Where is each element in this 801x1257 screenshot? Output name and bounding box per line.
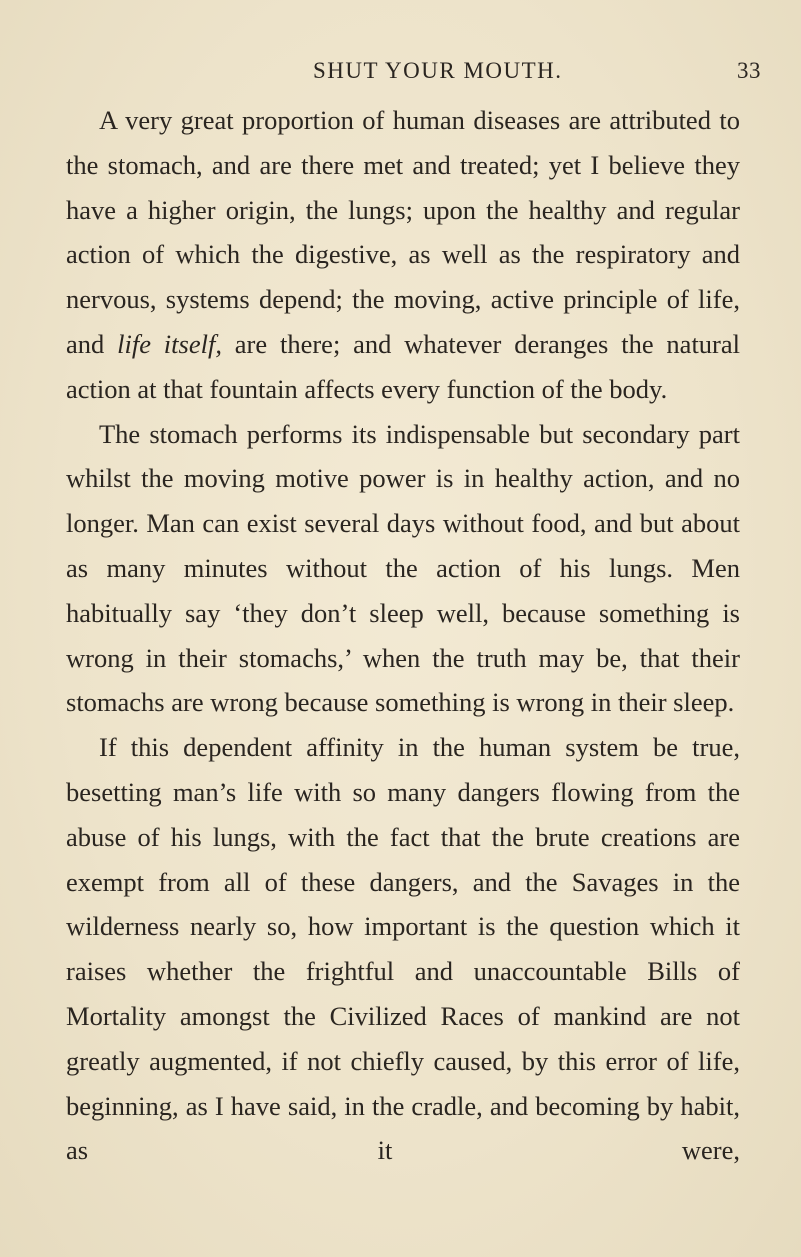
paragraph-2: The stomach performs its indispensable but secondary part whilst the moving motive power is in healthy action, and no longer. Man can exist several days without food, and but about as many minutes without the action of his lungs. Men habitually say ‘they don’t sleep well, because something is wrong in their stomachs,’ when the truth may be, that their stomachs are wrong because something is wrong in their sleep. bbox=[66, 418, 740, 718]
paragraph-1 bbox=[66, 98, 740, 412]
body-text bbox=[66, 98, 740, 1173]
page-number: 33 bbox=[737, 58, 761, 83]
paragraph-1-text-end: are there; and whatever deranges the natural action at that fountain affects every function of the body. bbox=[66, 328, 741, 404]
running-head bbox=[313, 58, 761, 88]
paragraph-1-text-start: A very great proportion of human diseases are attributed to the stomach, and are there met and treated; yet I believe they have a higher origin, the lungs; upon the healthy and regular action of which the digestive, as well as the respiratory and nervous, systems depend; the moving, active principle of life, and bbox=[66, 105, 740, 359]
paragraph-3: If this dependent affinity in the human system be true, besetting man’s life with so many dangers flowing from the abuse of his lungs, with the fact that the brute creations are exempt from all of these dangers, and the Savages in the wilderness nearly so, how important is the question which it raises whether the frightful and unaccountable Bills of Mortality amongst the Civilized Races of mankind are not greatly augmented, if not chiefly caused, by this error of life, beginning, as I have said, in the cradle, and becoming by habit, as it were, bbox=[66, 732, 740, 1166]
running-title: SHUT YOUR MOUTH. bbox=[313, 58, 563, 83]
paragraph-1-italic-phrase: life itself, bbox=[117, 328, 222, 359]
